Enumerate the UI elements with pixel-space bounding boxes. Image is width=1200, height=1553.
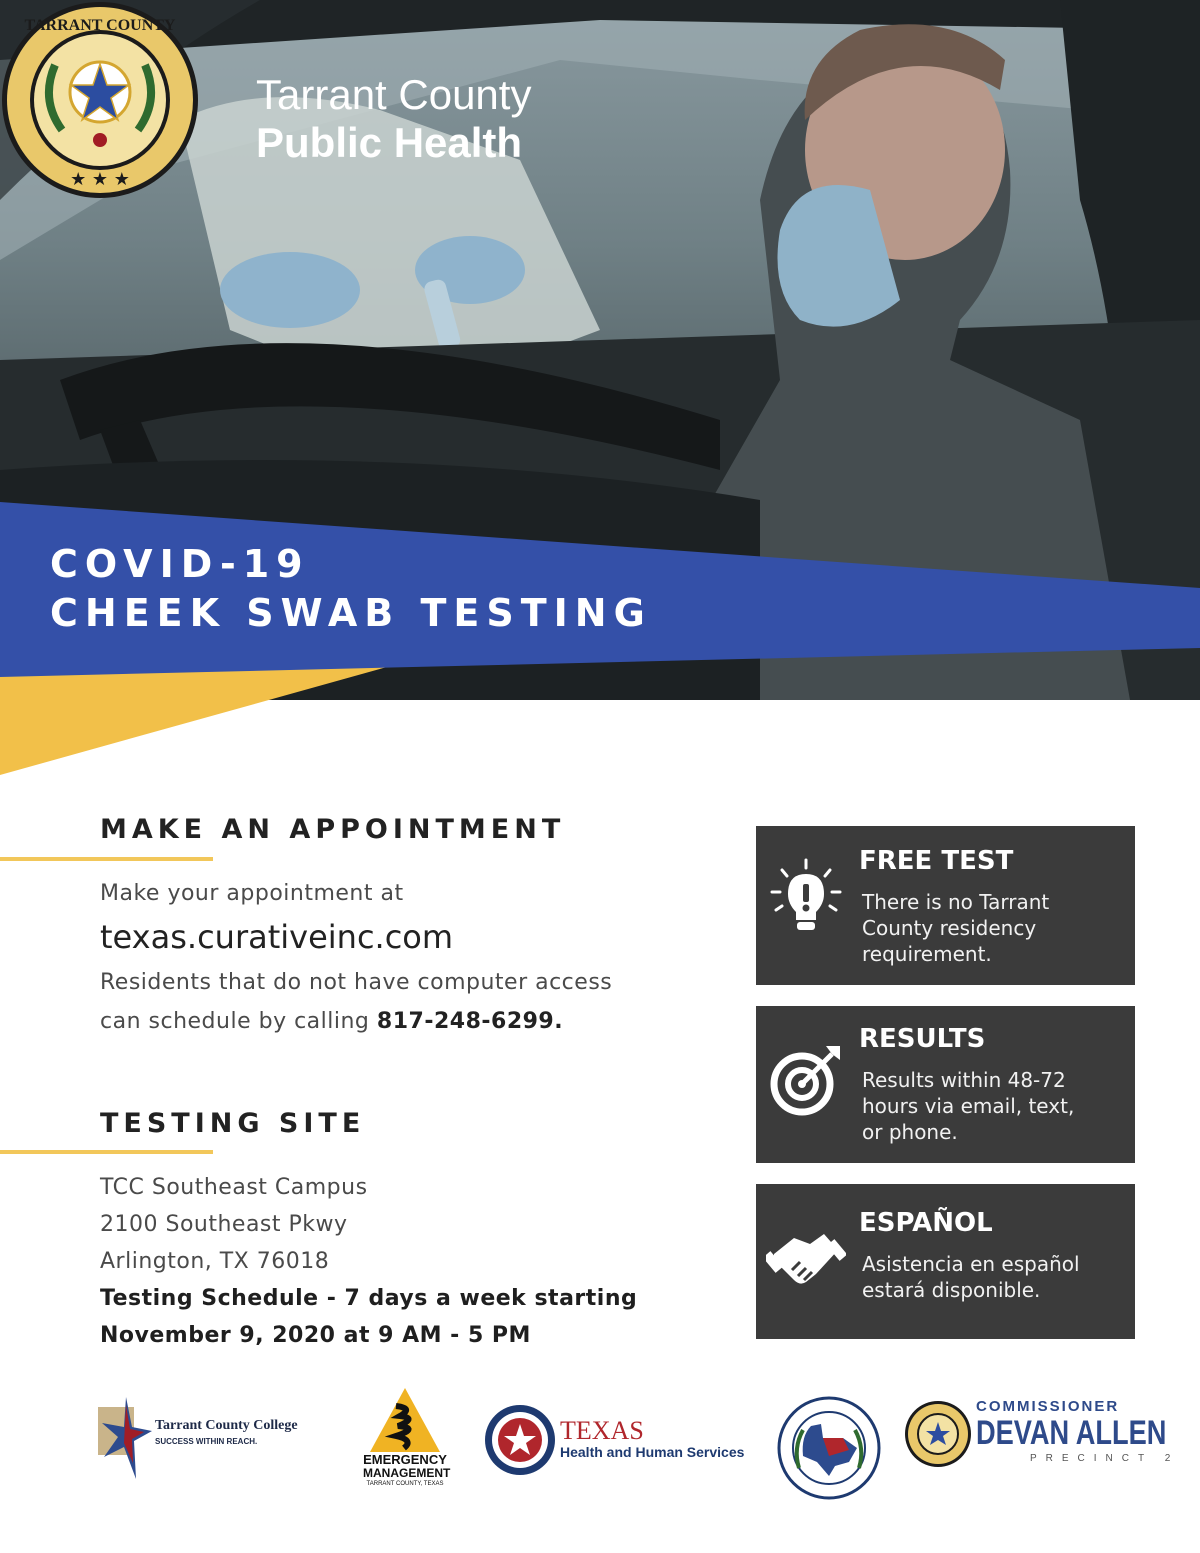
tarrant-county-college-logo [96,1397,152,1479]
tcc-tagline: SUCCESS WITHIN REACH. [155,1437,258,1446]
testing-site-heading-rule [0,1150,213,1154]
results-line2: hours via email, text, [862,1094,1075,1118]
banner-title [50,540,652,639]
schedule-line2: November 9, 2020 at 9 AM - 5 PM [100,1323,531,1348]
texas-hhs-seal-logo [484,1404,556,1476]
em-line2: MANAGEMENT [363,1466,451,1480]
handshake-icon [766,1224,846,1296]
banner-title-line2: CHEEK SWAB TESTING [50,591,652,636]
commissioner-county-seal-logo [904,1400,972,1468]
espanol-line1: Asistencia en español [862,1252,1080,1276]
appointment-note-line1: Residents that do not have computer access [100,970,613,995]
appointment-url[interactable]: texas.curativeinc.com [100,918,454,956]
results-line1: Results within 48-72 [862,1068,1066,1092]
org-name-line1: Tarrant County [256,71,532,118]
info-box-espanol [756,1184,1135,1339]
testing-site-heading: TESTING SITE [100,1108,366,1139]
appointment-note-prefix: can schedule by calling [100,1009,377,1034]
em-line3: TARRANT COUNTY, TEXAS [366,1481,444,1487]
lightbulb-icon [766,856,846,936]
tcc-name: Tarrant County College [155,1418,298,1433]
appointment-heading: MAKE AN APPOINTMENT [100,814,566,845]
free-test-body [862,889,1049,967]
results-body [862,1067,1074,1145]
banner-title-line1: COVID-19 [50,542,310,586]
org-title [256,71,532,166]
results-title: RESULTS [859,1024,986,1054]
commissioner-title: COMMISSIONER [976,1398,1120,1415]
hhs-line2: Health and Human Services [560,1444,745,1460]
free-test-line1: There is no Tarrant [862,890,1050,914]
appointment-intro: Make your appointment at [100,881,404,906]
commissioner-precinct: PRECINCT 2 [1030,1453,1180,1464]
free-test-line2: County residency [862,916,1037,940]
target-icon [766,1040,846,1120]
appointment-phone[interactable]: 817-248-6299. [376,1009,564,1034]
commissioner-name: DEVAN ALLEN [976,1414,1167,1452]
info-box-results [756,1006,1135,1163]
svg-text:★ ★ ★: ★ ★ ★ [70,169,130,190]
site-name: TCC Southeast Campus [100,1175,368,1200]
site-street: 2100 Southeast Pkwy [100,1212,348,1237]
info-box-free-test [756,826,1135,985]
results-line3: or phone. [862,1120,958,1144]
emergency-management-logo [370,1388,440,1454]
hhs-line1: TEXAS [560,1416,644,1445]
appointment-heading-rule [0,857,213,861]
em-line1: EMERGENCY [363,1452,447,1467]
org-name-line2: Public Health [256,119,523,166]
espanol-body [862,1251,1080,1303]
espanol-line2: estará disponible. [862,1278,1041,1302]
site-city: Arlington, TX 76018 [100,1249,330,1274]
tarrant-county-seal-logo [0,0,200,200]
free-test-title: FREE TEST [859,846,1014,876]
schedule-line1: Testing Schedule - 7 days a week starting [100,1286,638,1311]
svg-text:TARRANT COUNTY: TARRANT COUNTY [24,17,176,34]
appointment-note-line2 [100,1009,563,1034]
free-test-line3: requirement. [862,942,992,966]
tdem-seal-logo [777,1396,881,1500]
espanol-title: ESPAÑOL [859,1208,993,1238]
